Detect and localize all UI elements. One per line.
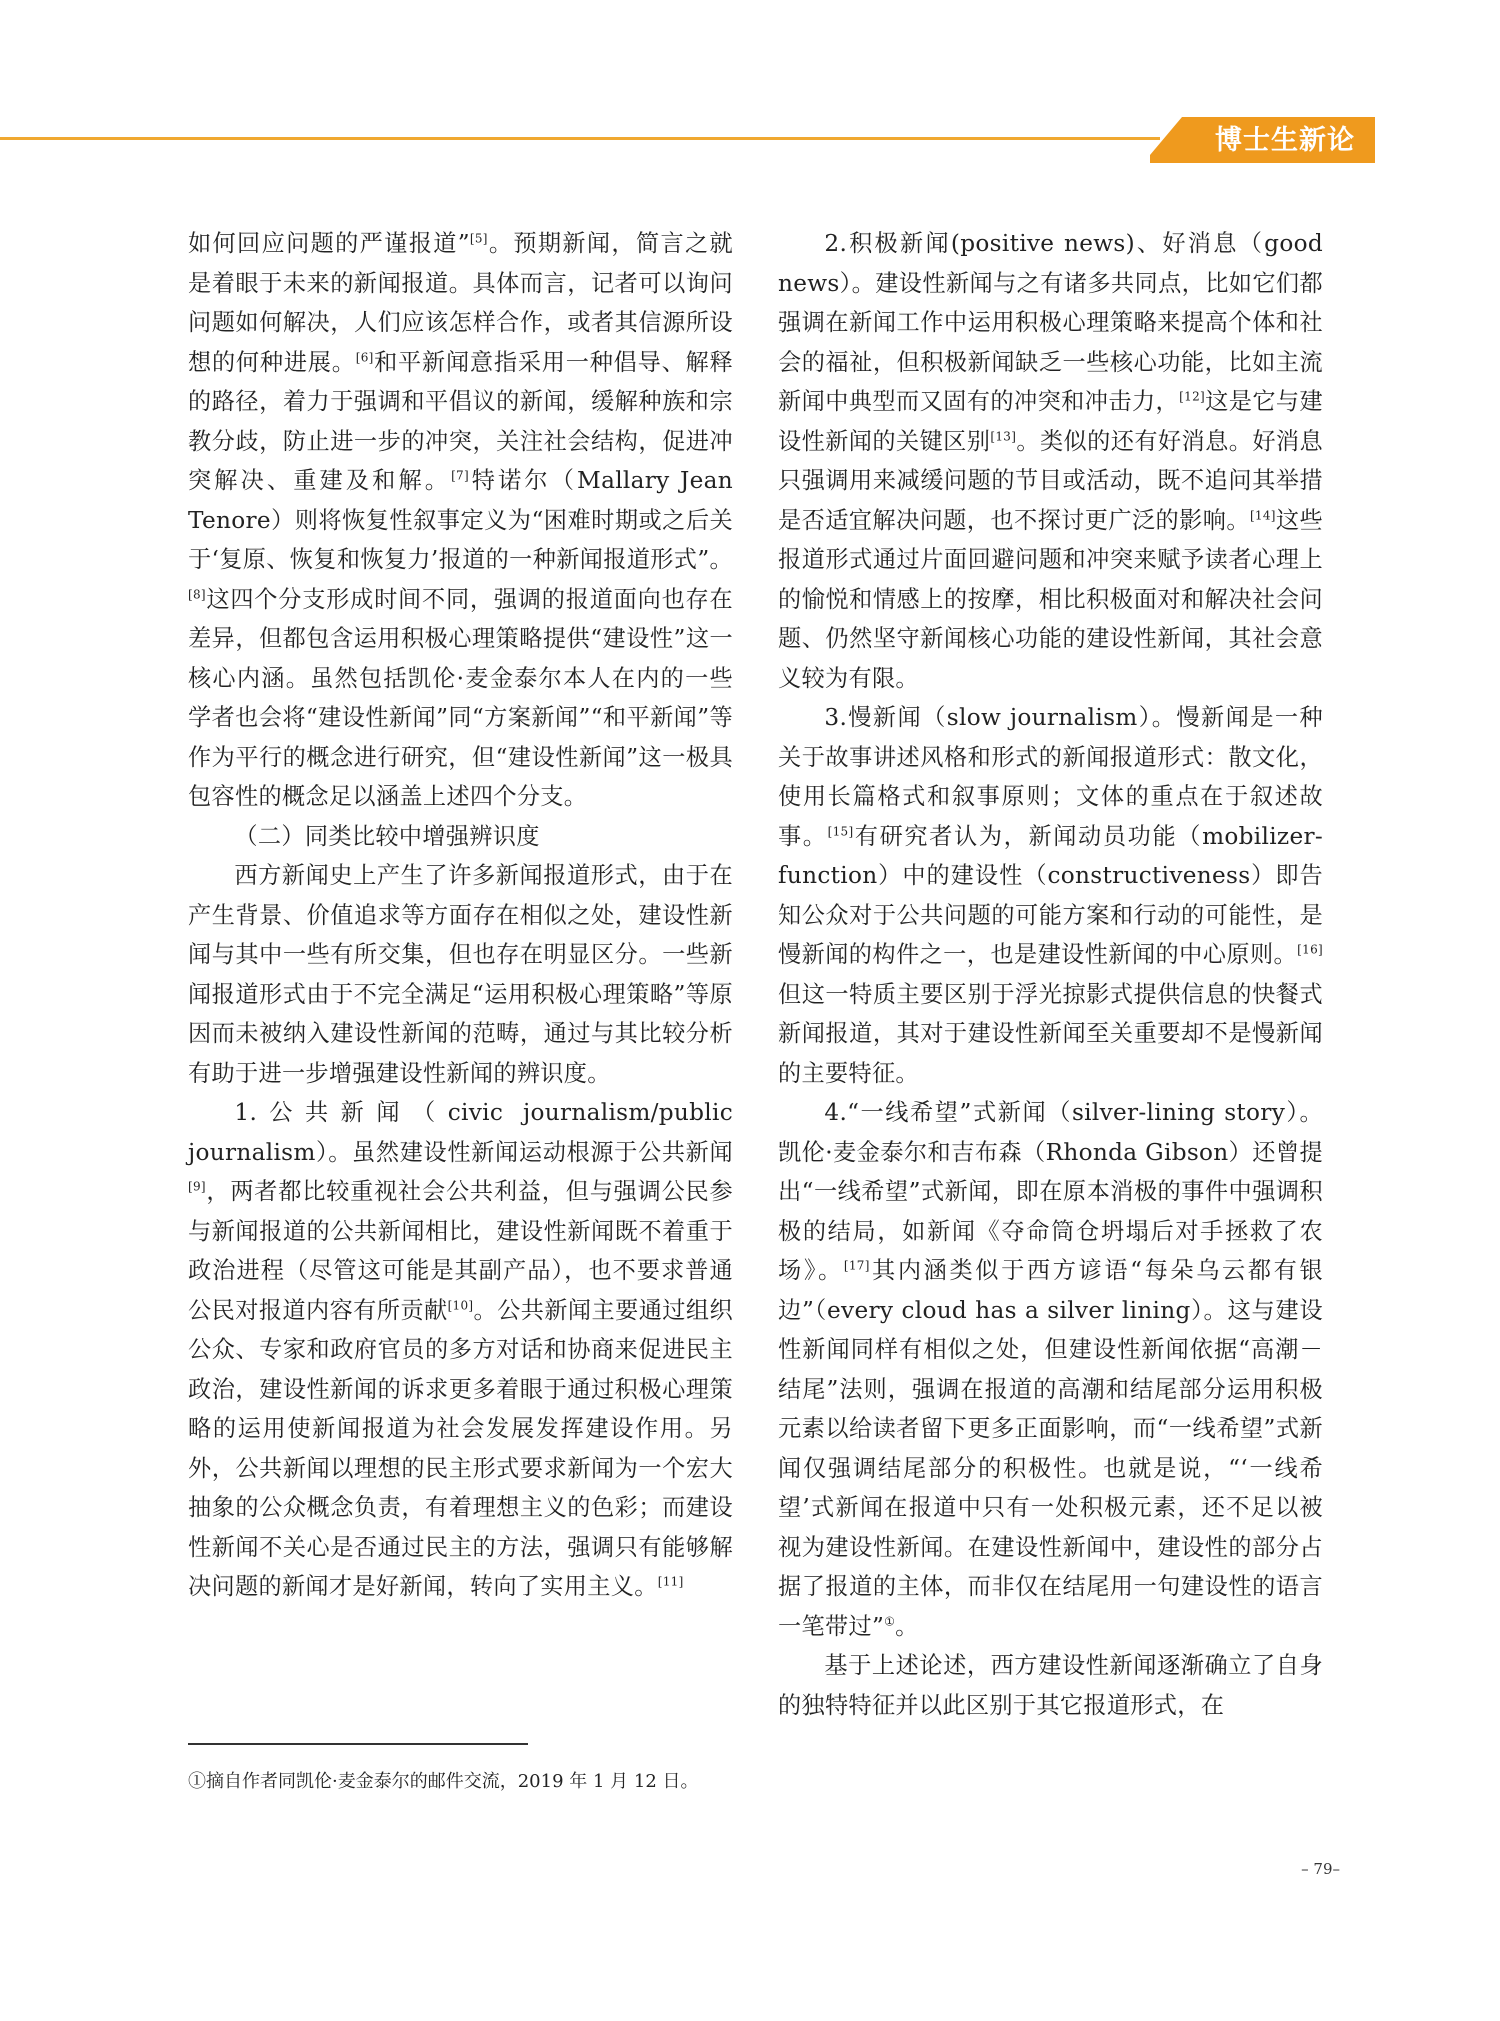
citation: [14]	[1249, 507, 1276, 522]
footnote-rule	[188, 1743, 528, 1745]
footnote: ①摘自作者同凯伦·麦金泰尔的邮件交流，2019 年 1 月 12 日。	[188, 1771, 699, 1792]
paragraph: 基于上述论述，西方建设性新闻逐渐确立了自身的独特特征并以此区别于其它报道形式，在	[778, 1652, 1323, 1719]
paragraph: 4.“一线希望”式新闻（silver-lining story）。凯伦·麦金泰尔和吉布森（Rhonda Gibson）还曾提出“一线希望”式新闻，即在原本消极的事件中强调积极的结局，如新闻《夺命筒仓坍塌后对手拯救了农场》。[17]其内涵类似于西方谚语“每朵乌云都有银边”（every cloud has a silver lining）。这与建设性新闻同样有相似之处，但建设性新闻依据“高潮－结尾”法则，强调在报道的高潮和结尾部分运用积极元素以给读者留下更多正面影响，而“一线希望”式新闻仅强调结尾部分的积极性。也就是说，“‘一线希望’式新闻在报道中只有一处积极元素，还不足以被视为建设性新闻。在建设性新闻中，建设性的部分占据了报道的主体，而非仅在结尾用一句建设性的语言一笔带过”①。	[778, 1099, 1323, 1640]
citation: [11]	[657, 1574, 684, 1589]
section-subheading: （二）同类比较中增强辨识度	[234, 822, 540, 850]
section-title: 博士生新论	[1215, 125, 1355, 156]
citation: [16]	[1297, 942, 1323, 957]
header-rule	[0, 137, 1160, 140]
page-number: – 79–	[1301, 1860, 1340, 1878]
paragraph: 1.公共新闻（civic journalism/public journalism）。虽然建设性新闻运动根源于公共新闻[9]，两者都比较重视社会公共利益，但与强调公民参与新闻报道的公共新闻相比，建设性新闻既不着重于政治进程（尽管这可能是其副产品），也不要求普通公民对报道内容有所贡献[10]。公共新闻主要通过组织公众、专家和政府官员的多方对话和协商来促进民主政治，建设性新闻的诉求更多着眼于通过积极心理策略的运用使新闻报道为社会发展发挥建设作用。另外，公共新闻以理想的民主形式要求新闻为一个宏大抽象的公众概念负责，有着理想主义的色彩；而建设性新闻不关心是否通过民主的方法，强调只有能够解决问题的新闻才是好新闻，转向了实用主义。[11]	[188, 1099, 733, 1600]
footnote-marker: ①	[884, 1613, 896, 1628]
paragraph: 如何回应问题的严谨报道”[5]。预期新闻，简言之就是着眼于未来的新闻报道。具体而言，记者可以询问问题如何解决，人们应该怎样合作，或者其信源所设想的何种进展。[6]和平新闻意指采用一种倡导、解释的路径，着力于强调和平倡议的新闻，缓解种族和宗教分歧，防止进一步的冲突，关注社会结构，促进冲突解决、重建及和解。[7]特诺尔（Mallary Jean Tenore）则将恢复性叙事定义为“困难时期或之后关于‘复原、恢复和恢复力’报道的一种新闻报道形式”。[8]这四个分支形成时间不同，强调的报道面向也存在差异，但都包含运用积极心理策略提供“建设性”这一核心内涵。虽然包括凯伦·麦金泰尔本人在内的一些学者也会将“建设性新闻”同“方案新闻”“和平新闻”等作为平行的概念进行研究，但“建设性新闻”这一极具包容性的概念足以涵盖上述四个分支。	[188, 230, 734, 810]
citation: [6]	[355, 349, 374, 364]
right-column	[778, 224, 1323, 1725]
paragraph: 3.慢新闻（slow journalism）。慢新闻是一种关于故事讲述风格和形式的新闻报道形式：散文化，使用长篇格式和叙事原则；文体的重点在于叙述故事。[15]有研究者认为，新闻动员功能（mobilizer-function）中的建设性（constructiveness）即告知公众对于公共问题的可能方案和行动的可能性，是慢新闻的构件之一，也是建设性新闻的中心原则。[16]但这一特质主要区别于浮光掠影式提供信息的快餐式新闻报道，其对于建设性新闻至关重要却不是慢新闻的主要特征。	[778, 704, 1323, 1087]
citation: [17]	[843, 1258, 870, 1273]
citation: [10]	[447, 1297, 474, 1312]
citation: [12]	[1179, 389, 1206, 404]
paragraph: 2.积极新闻(positive news)、好消息（good news）。建设性新闻与之有诸多共同点，比如它们都强调在新闻工作中运用积极心理策略来提高个体和社会的福祉，但积极新闻缺乏一些核心功能，比如主流新闻中典型而又固有的冲突和冲击力，[12]这是它与建设性新闻的关键区别[13]。类似的还有好消息。好消息只强调用来减缓问题的节目或活动，既不追问其举措是否适宜解决问题，也不探讨更广泛的影响。[14]这些报道形式通过片面回避问题和冲突来赋予读者心理上的愉悦和情感上的按摩，相比积极面对和解决社会问题、仍然坚守新闻核心功能的建设性新闻，其社会意义较为有限。	[778, 230, 1324, 692]
citation: [13]	[990, 428, 1017, 443]
citation: [5]	[469, 231, 488, 246]
paragraph: 西方新闻史上产生了许多新闻报道形式，由于在产生背景、价值追求等方面存在相似之处，建设性新闻与其中一些有所交集，但也存在明显区分。一些新闻报道形式由于不完全满足“运用积极心理策略”等原因而未被纳入建设性新闻的范畴，通过与其比较分析有助于进一步增强建设性新闻的辨识度。	[188, 862, 733, 1087]
citation: [8]	[188, 586, 206, 601]
citation: [9]	[188, 1179, 206, 1194]
citation: [15]	[827, 823, 854, 838]
left-column	[188, 224, 733, 1607]
citation: [7]	[451, 468, 469, 483]
